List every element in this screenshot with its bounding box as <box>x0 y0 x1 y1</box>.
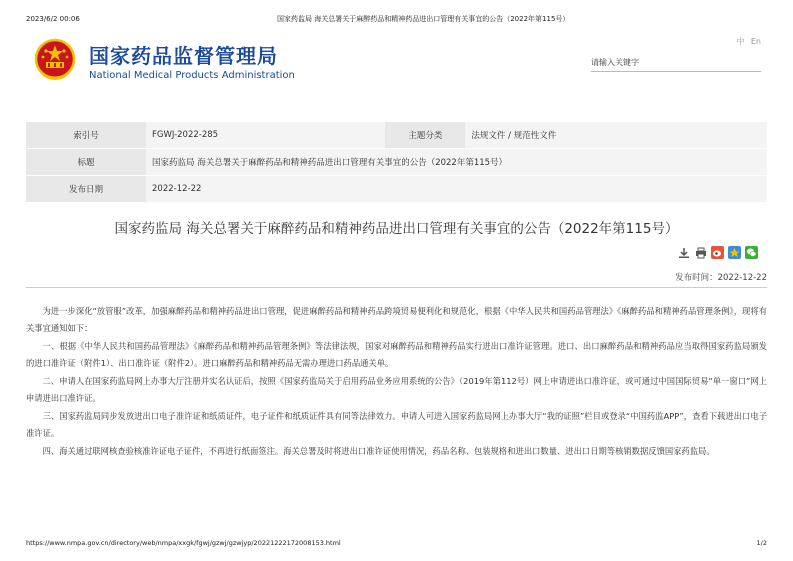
index-label: 索引号 <box>26 122 146 149</box>
index-value: FGWJ-2022-285 <box>146 122 385 149</box>
lang-en-link[interactable]: En <box>750 37 761 46</box>
category-value: 法规文件 / 规范性文件 <box>465 122 767 149</box>
download-icon[interactable] <box>677 246 690 259</box>
paragraph: 三、国家药监局同步发放进出口电子准许证和纸质证件，电子证件和纸质证件具有同等法律效力。申请人可进入国家药监局网上办事大厅“我的证照”栏目或登录“中国药监APP”，查看下载进出口电子准许证。 <box>26 411 767 438</box>
article-body <box>26 303 767 462</box>
print-datetime: 2023/6/2 00:06 <box>26 15 80 23</box>
article-toolbar <box>677 246 758 260</box>
language-switcher <box>732 36 761 47</box>
title-value: 国家药监局 海关总署关于麻醉药品和精神药品进出口管理有关事宜的公告（2022年第115号） <box>146 149 767 176</box>
site-name-en[interactable]: National Medical Products Administration <box>89 70 295 81</box>
national-emblem-icon[interactable] <box>34 38 76 82</box>
wechat-share-icon[interactable] <box>745 246 758 259</box>
publish-time: 发布时间：2022-12-22 <box>675 273 767 283</box>
meta-row <box>26 122 767 149</box>
meta-row <box>26 149 767 176</box>
print-url: https://www.nmpa.gov.cn/directory/web/nmpa/xxgk/fgwj/gzwj/gzwjyp/20221222172008153.html <box>26 539 341 547</box>
article-title: 国家药监局 海关总署关于麻醉药品和精神药品进出口管理有关事宜的公告（2022年第115号） <box>114 221 679 237</box>
meta-row <box>26 176 767 203</box>
search-input[interactable]: 请输入关键字 <box>591 58 639 67</box>
print-page-title: 国家药监局 海关总署关于麻醉药品和精神药品进出口管理有关事宜的公告（2022年第115号） <box>277 15 570 23</box>
site-name-cn[interactable]: 国家药品监督管理局 <box>89 44 278 68</box>
paragraph: 为进一步深化“放管服”改革，加强麻醉药品和精神药品进出口管理，促进麻醉药品和精神药品跨境贸易便利化和规范化，根据《中华人民共和国药品管理法》《麻醉药品和精神药品管理条例》，现将有关事宜通知如下： <box>26 306 767 333</box>
category-label: 主题分类 <box>385 122 465 149</box>
date-value: 2022-12-22 <box>146 176 767 203</box>
date-label: 发布日期 <box>26 176 146 203</box>
lang-cn-link[interactable]: 中 <box>736 37 745 46</box>
paragraph: 四、海关通过联网核查验核准许证电子证件，不再进行纸面签注。海关总署及时将进出口准许证使用情况，药品名称、包装规格和进出口数量、进出口日期等核销数据反馈国家药监局。 <box>42 446 715 456</box>
divider <box>26 287 767 288</box>
search-underline <box>591 71 761 72</box>
paragraph: 二、申请人在国家药监局网上办事大厅注册并实名认证后，按照《国家药监局关于启用药品业务应用系统的公告》（2019年第112号）网上申请进出口准许证，或可通过中国国际贸易“单一窗口”网上申请进出口准许证。 <box>26 376 767 403</box>
site-header <box>26 34 767 94</box>
page-number: 1/2 <box>756 539 767 547</box>
qzone-share-icon[interactable] <box>728 246 741 259</box>
title-label: 标题 <box>26 149 146 176</box>
document-meta-table <box>26 122 767 203</box>
weibo-share-icon[interactable] <box>711 246 724 259</box>
print-icon[interactable] <box>694 246 707 259</box>
print-header <box>26 14 767 24</box>
paragraph: 一、根据《中华人民共和国药品管理法》《麻醉药品和精神药品管理条例》等法律法规，国家对麻醉药品和精神药品实行进出口准许证管理。进口、出口麻醉药品和精神药品应当取得国家药监局颁发的进口准许证（附件1）、出口准许证（附件2）。进口麻醉药品和精神药品无需办理进口药品通关单。 <box>26 341 767 368</box>
